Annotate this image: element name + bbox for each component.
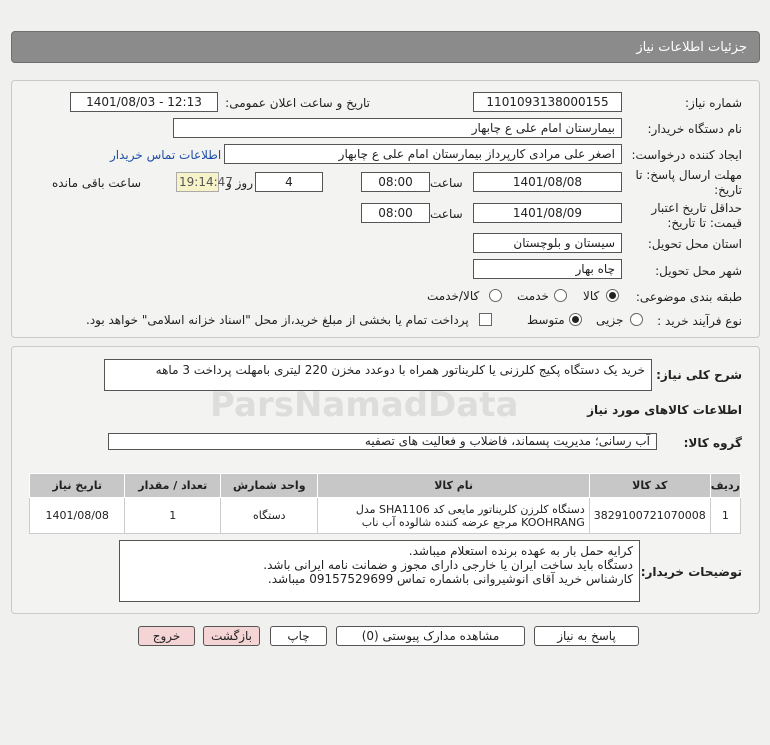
- days-field: 4: [255, 172, 323, 192]
- print-button[interactable]: چاپ: [270, 626, 327, 646]
- col-code: کد کالا: [589, 474, 710, 498]
- cell-date: 1401/08/08: [30, 498, 125, 534]
- cell-name: دستگاه کلرزن کلریناتور مایعی کد SHA1106 مدل KOOHRANG مرجع عرضه کننده شالوده آب ناب: [318, 498, 589, 534]
- need-number-field: 1101093138000155: [473, 92, 622, 112]
- category-option-goods: کالا: [583, 289, 600, 303]
- page-header: [11, 31, 760, 63]
- remaining-label: ساعت باقی مانده: [52, 176, 142, 190]
- announce-label: تاریخ و ساعت اعلان عمومی:: [225, 96, 370, 110]
- description-field: خرید یک دستگاه پکیج کلرزنی یا کلریناتور همراه با دوعدد مخزن 220 لیتری بامهلت پرداخت 3 ماهه: [104, 359, 652, 391]
- contact-info-link[interactable]: اطلاعات تماس خریدار: [110, 148, 222, 162]
- goods-section-title: اطلاعات کالاهای مورد نیاز: [587, 403, 742, 417]
- page-title: جزئیات اطلاعات نیاز: [636, 40, 747, 55]
- category-option-service: خدمت: [517, 289, 549, 303]
- treasury-payment-checkbox[interactable]: [479, 313, 492, 326]
- col-unit: واحد شمارش: [221, 474, 318, 498]
- deadline-label-2: تاریخ:: [714, 183, 742, 197]
- deadline-time-label: ساعت: [430, 176, 463, 190]
- announce-field: 1401/08/03 - 12:13: [70, 92, 218, 112]
- deadline-date-field: 1401/08/08: [473, 172, 622, 192]
- process-option-medium: متوسط: [527, 313, 565, 327]
- province-label: استان محل تحویل:: [647, 237, 742, 251]
- creator-field: اصغر علی مرادی کارپرداز بیمارستان امام علی ع چابهار: [224, 144, 622, 164]
- cell-qty: 1: [125, 498, 221, 534]
- need-number-label: شماره نیاز:: [685, 96, 742, 110]
- process-option-minor: جزیی: [596, 313, 624, 327]
- validity-label-2: قیمت: تا تاریخ:: [667, 216, 742, 230]
- back-button[interactable]: بازگشت: [203, 626, 260, 646]
- exit-button[interactable]: خروج: [138, 626, 195, 646]
- validity-time-label: ساعت: [430, 207, 463, 221]
- remaining-time-field: 19:14:47: [176, 172, 219, 192]
- buyer-notes-box: [119, 540, 640, 602]
- buyer-org-field: بیمارستان امام علی ع چابهار: [173, 118, 622, 138]
- validity-label-1: حداقل تاریخ اعتبار: [651, 201, 742, 215]
- buyer-org-label: نام دستگاه خریدار:: [647, 122, 742, 136]
- goods-group-label: گروه کالا:: [683, 436, 742, 450]
- province-field: سیستان و بلوچستان: [473, 233, 622, 253]
- goods-group-field: آب رسانی؛ مدیریت پسماند، فاضلاب و فعالیت های تصفیه: [108, 433, 657, 450]
- goods-table: [29, 473, 741, 534]
- category-option-both: کالا/خدمت: [427, 289, 480, 303]
- process-radio-minor[interactable]: [630, 313, 643, 326]
- col-name: نام کالا: [318, 474, 589, 498]
- cell-unit: دستگاه: [221, 498, 318, 534]
- category-radio-both[interactable]: [489, 289, 502, 302]
- cell-code: 3829100721070008: [589, 498, 710, 534]
- goods-table-header: [30, 474, 741, 498]
- col-row: ردیف: [710, 474, 740, 498]
- category-label: طبقه بندی موضوعی:: [635, 290, 742, 304]
- category-radio-goods[interactable]: [606, 289, 619, 302]
- table-row: [30, 498, 741, 534]
- validity-time-field: 08:00: [361, 203, 430, 223]
- days-label: روز و: [226, 176, 253, 190]
- col-qty: تعداد / مقدار: [125, 474, 221, 498]
- col-date: تاریخ نیاز: [30, 474, 125, 498]
- deadline-label-1: مهلت ارسال پاسخ: تا: [635, 168, 742, 182]
- city-field: چاه بهار: [473, 259, 622, 279]
- buyer-notes-label: توضیحات خریدار:: [640, 565, 742, 579]
- creator-label: ایجاد کننده درخواست:: [631, 148, 742, 162]
- treasury-payment-note: پرداخت تمام یا بخشی از مبلغ خرید،از محل "اسناد خزانه اسلامی" خواهد بود.: [86, 313, 469, 327]
- buyer-note-line: کرایه حمل بار به عهده برنده استعلام میباشد.: [408, 544, 633, 558]
- category-radio-service[interactable]: [554, 289, 567, 302]
- deadline-time-field: 08:00: [361, 172, 430, 192]
- reply-button[interactable]: پاسخ به نیاز: [534, 626, 639, 646]
- cell-row: 1: [710, 498, 740, 534]
- validity-date-field: 1401/08/09: [473, 203, 622, 223]
- buyer-note-line: دستگاه باید ساخت ایران یا خارجی دارای مجوز و ضمانت نامه ایرانی باشد.: [263, 558, 633, 572]
- city-label: شهر محل تحویل:: [655, 264, 742, 278]
- buyer-note-line: کارشناس خرید آقای انوشیروانی باشماره تماس 09157529699 میباشد.: [267, 572, 633, 586]
- description-label: شرح کلی نیاز:: [656, 368, 742, 382]
- process-radio-medium[interactable]: [569, 313, 582, 326]
- process-label: نوع فرآیند خرید :: [657, 314, 742, 328]
- attachments-button[interactable]: مشاهده مدارک پیوستی (0): [336, 626, 525, 646]
